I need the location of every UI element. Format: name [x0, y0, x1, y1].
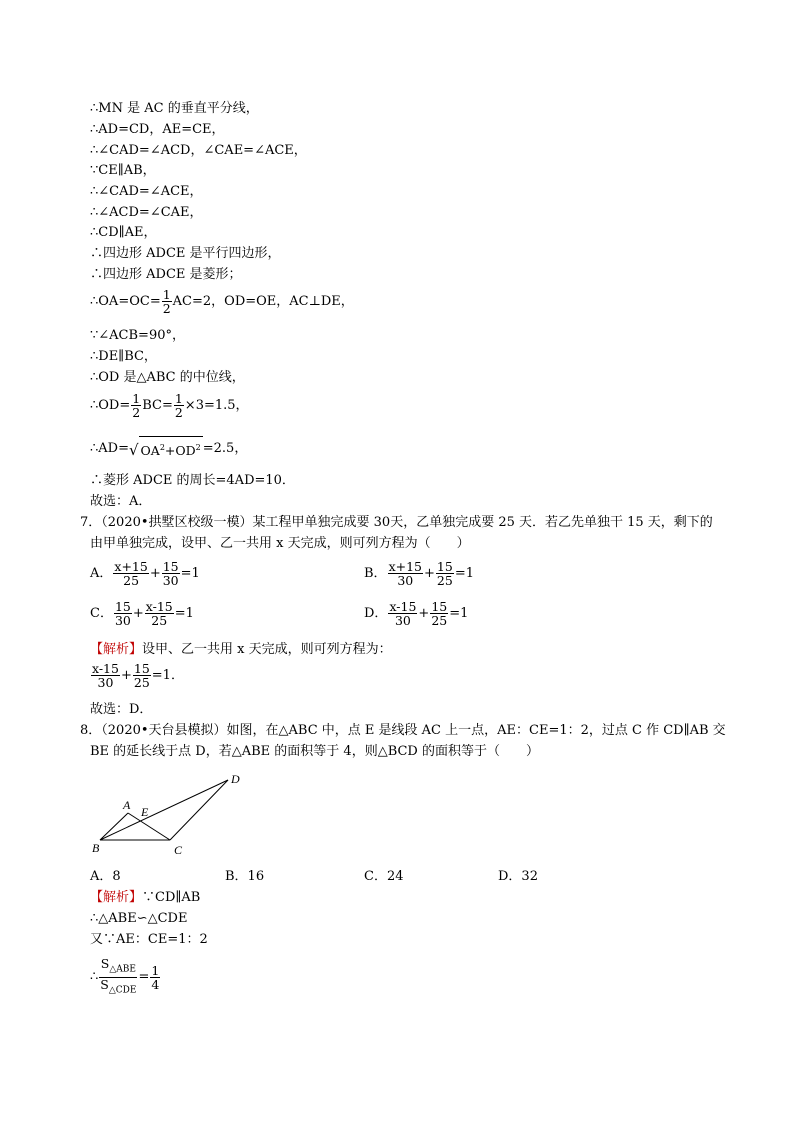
text-line: ∵∠ACB=90°，	[90, 328, 185, 343]
operator: +	[120, 668, 132, 683]
text-line: ∵CE∥AB，	[90, 163, 156, 178]
rhs: =1	[449, 606, 469, 621]
numerator: x-15	[389, 599, 417, 614]
label-b: B	[92, 841, 100, 855]
text-line: 又∵AE：CE=1：2	[90, 932, 208, 947]
equation-ad	[90, 436, 247, 461]
radicand	[139, 436, 203, 460]
exponent: 2	[195, 443, 201, 452]
equation-od	[90, 392, 249, 419]
option-label: C．	[90, 606, 113, 621]
rhs: =1	[174, 606, 194, 621]
denominator	[99, 978, 137, 998]
text-line: ∴∠ACD=∠CAE，	[90, 205, 203, 220]
eq-text: ∴OA=OC=	[90, 294, 161, 309]
eq-text: BC=	[142, 398, 173, 413]
answer-line: 故选：D．	[90, 702, 153, 717]
question-7-stem: 由甲单独完成，设甲、乙一共用 x 天完成，则可列方程为（ ）	[90, 536, 470, 551]
triangle-figure	[90, 770, 260, 862]
fraction	[113, 560, 148, 587]
analysis-tag: 【解析】	[90, 642, 143, 657]
analysis-tag: 【解析】	[90, 890, 143, 905]
text-line: ∴CD∥AE，	[90, 225, 157, 240]
label-a: A	[123, 798, 131, 812]
option-c	[90, 600, 194, 627]
numerator: 15	[436, 559, 453, 574]
operator: +	[149, 566, 161, 581]
text-line: ∴MN 是 AC 的垂直平分线，	[90, 101, 259, 116]
denominator: 25	[151, 613, 168, 628]
text-line: ∴△ABE∽△CDE	[90, 911, 188, 926]
fraction	[99, 957, 137, 997]
analysis-text: 设甲、乙一共用 x 天完成，则可列方程为：	[142, 642, 392, 657]
numerator: 1	[151, 962, 160, 978]
option-label: D．	[364, 606, 388, 621]
sqrt-sign: √	[128, 441, 139, 460]
fraction	[388, 560, 423, 587]
label-c: C	[174, 843, 183, 857]
numerator: 15	[133, 661, 150, 676]
numerator: 15	[162, 559, 179, 574]
text-line: ∴∠CAD=∠ACD，∠CAE=∠ACE，	[90, 143, 307, 158]
exponent: 2	[159, 443, 165, 452]
numerator: 1	[174, 391, 183, 406]
fraction	[91, 662, 120, 689]
numerator	[99, 957, 137, 978]
text-line: ∴四边形 ADCE 是菱形；	[90, 267, 242, 282]
equation-ratio	[90, 957, 161, 997]
denominator: 25	[123, 573, 140, 588]
fraction	[388, 600, 417, 627]
denominator: 2	[132, 405, 141, 420]
denominator: 25	[133, 675, 150, 690]
eq-text: ∴OD=	[90, 398, 131, 413]
fraction	[131, 392, 141, 419]
denominator: 30	[394, 613, 411, 628]
radical	[129, 436, 203, 461]
denominator: 2	[162, 301, 171, 316]
numerator: 1	[132, 391, 141, 406]
analysis-text: ∵CD∥AB	[142, 890, 201, 905]
eq-text: =2.5，	[202, 441, 248, 457]
text-line: ∴DE∥BC，	[90, 349, 157, 364]
eq-text: AC=2，OD=OE，AC⊥DE，	[172, 294, 354, 309]
option-a: A．8	[90, 869, 121, 884]
text-line: ∴菱形 ADCE 的周长=4AD=10．	[90, 473, 295, 488]
eq-text: ∴	[90, 969, 99, 985]
fraction	[145, 600, 174, 627]
numerator: 1	[162, 287, 171, 302]
answer-line: 故选：A．	[90, 494, 152, 509]
numerator: x+15	[114, 559, 148, 574]
label-d: D	[231, 772, 240, 786]
text-line: ∴四边形 ADCE 是平行四边形，	[90, 246, 281, 261]
numerator: 15	[431, 599, 448, 614]
denominator: 25	[431, 613, 448, 628]
rhs: =1	[180, 566, 200, 581]
option-c: C．24	[364, 869, 404, 884]
denominator: 30	[162, 573, 179, 588]
numerator: x-15	[145, 599, 173, 614]
eq-text: ×3=1.5，	[184, 398, 249, 413]
fraction	[174, 392, 184, 419]
denominator: 30	[114, 613, 131, 628]
rhs: =1	[454, 566, 474, 581]
term: OA	[140, 443, 160, 459]
option-b	[364, 560, 474, 587]
denominator: 4	[151, 976, 160, 992]
fraction	[162, 560, 180, 587]
option-a	[90, 560, 200, 587]
eq-text: ∴AD=	[90, 441, 129, 457]
denominator: 25	[436, 573, 453, 588]
segment-bd	[100, 780, 228, 840]
segment-cd	[170, 780, 228, 840]
option-d: D．32	[498, 869, 538, 884]
question-7-stem: 7．（2020•拱墅区校级一模）某工程甲单独完成要 30天，乙单独完成要 25 天．若乙先单独干 15 天，剩下的	[80, 515, 713, 530]
symbol: S	[100, 956, 110, 971]
numerator: 15	[114, 599, 131, 614]
equation-oa	[90, 288, 354, 315]
option-d	[364, 600, 468, 627]
label-e: E	[141, 805, 149, 819]
denominator: 2	[174, 405, 183, 420]
numerator: x+15	[388, 559, 422, 574]
text-line: ∴AD=CD，AE=CE，	[90, 122, 225, 137]
operator: +	[418, 606, 430, 621]
option-label: A．	[90, 566, 113, 581]
operator: +	[424, 566, 435, 581]
equation-q7	[90, 662, 184, 689]
analysis-line	[90, 641, 392, 659]
denominator: 30	[97, 675, 114, 690]
option-label: B．	[364, 566, 387, 581]
analysis-line	[90, 889, 200, 907]
fraction	[436, 560, 454, 587]
fraction	[162, 288, 172, 315]
fraction	[133, 662, 151, 689]
option-b: B．16	[225, 869, 265, 884]
text-line: ∴∠CAD=∠ACE，	[90, 184, 203, 199]
operator: +	[132, 606, 144, 621]
symbol: S	[100, 976, 109, 992]
rhs: =1．	[151, 668, 184, 683]
segment-ba	[100, 813, 128, 840]
subscript: △ABE	[109, 964, 136, 975]
operator: =	[138, 969, 150, 985]
subscript: △CDE	[108, 985, 137, 995]
term: +OD	[164, 443, 196, 459]
numerator: x-15	[92, 661, 119, 676]
question-8-stem: BE 的延长线于点 D，若△ABE 的面积等于 4，则△BCD 的面积等于（ ）	[90, 744, 539, 759]
denominator: 30	[397, 573, 414, 588]
text-line: ∴OD 是△ABC 的中位线，	[90, 370, 245, 385]
fraction	[150, 964, 160, 991]
fraction	[114, 600, 132, 627]
question-8-stem: 8．（2020•天台县模拟）如图，在△ABC 中，点 E 是线段 AC 上一点，AE：CE=1：2，过点 C 作 CD∥AB 交	[80, 723, 726, 738]
fraction	[430, 600, 448, 627]
